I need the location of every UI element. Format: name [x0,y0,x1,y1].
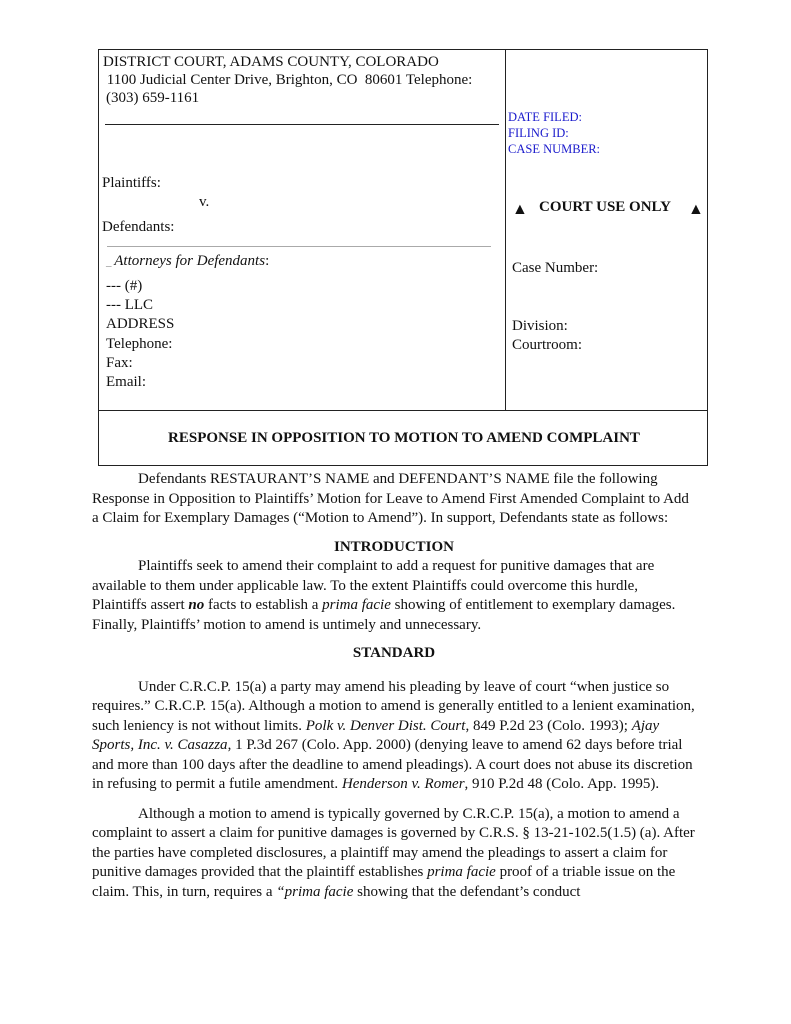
triangle-up-icon-left: ▲ [512,201,528,218]
document-body [92,470,696,902]
standard2-text-a: Although a motion to amend is typically governed by C.R.C.P. 15(a), a motion to amend a complaint to assert a claim for punitive damages is governed by C.R.S. § 13-21-102.5(1.5) (a). After the parties have completed disclosures, a plaintiff may amend the pleadings to assert a claim for punitive damages provided that the plaintiff establishes [92,805,695,880]
court-underline [105,124,499,125]
court-address: 1100 Judicial Center Drive, Brighton, CO 80601 Telephone: [103,72,473,88]
standard2-prima-facie-2: “prima facie [276,883,354,900]
intro-text-b: facts to establish a [204,597,323,613]
caption-vertical-divider [505,50,506,410]
standard-paragraph-2 [92,805,696,903]
attorney-telephone: Telephone: [106,336,173,352]
attorney-email: Email: [106,374,146,390]
standard-text-b: , 849 P.2d 23 (Colo. 1993); [465,717,632,734]
intro-paragraph: Defendants RESTAURANT’S NAME and DEFENDANT’S NAME file the following Response in Opposition to Plaintiffs’ Motion for Leave to Amend First Amended Complaint to Add a Claim for Exemplary Damages (“Motion to Amend”). In support, Defendants state as follows: [92,471,689,526]
case-citation-henderson: Henderson v. Romer [341,776,465,792]
caption-horizontal-divider [99,410,707,411]
plaintiffs-label: Plaintiffs: [102,175,161,191]
attorneys-label: Attorneys for Defendants [114,253,266,269]
standard2-text-c: showing that the defendant’s conduct [353,883,581,900]
court-phone: (303) 659-1161 [106,90,200,106]
standard-paragraph-1 [92,678,696,795]
court-name: DISTRICT COURT, ADAMS COUNTY, COLORADO [103,54,439,70]
triangle-up-icon-right: ▲ [688,201,704,218]
versus-label: v. [199,194,210,210]
courtroom-label: Courtroom: [512,337,582,353]
attorney-address: ADDRESS [106,316,175,332]
introduction-paragraph [92,557,696,635]
standard2-text-b: proof of a triable issue on the claim. This, in turn, requires a [92,864,676,900]
case-number-stamp-label: CASE NUMBER: [508,142,601,156]
attorney-fax: Fax: [106,355,133,371]
standard2-prima-facie-1: prima facie [427,864,496,880]
intro-text-a: Plaintiffs seek to amend their complaint to add a request for punitive damages that are available to them under applicable law. To the extent Plaintiffs could overcome this hurdle, Plaintiffs assert [92,558,655,613]
attorneys-prefix: _ [106,256,115,268]
attorneys-colon: : [265,253,270,269]
court-use-only-label: COURT USE ONLY [539,199,672,215]
emphasis-no: no [188,597,205,613]
case-citation-ajay: Ajay Sports, Inc. v. Casazza [92,717,660,753]
parties-divider [107,246,491,247]
standard-heading: STANDARD [352,645,436,661]
date-filed-label: DATE FILED: [508,110,582,124]
case-number-label: Case Number: [512,260,599,276]
standard-text-a: Under C.R.C.P. 15(a) a party may amend his pleading by leave of court “when justice so requires.” C.R.C.P. 15(a). Although a motion to amend is generally entitled to a lenient examination, such leniency is not without limits. [92,678,695,734]
intro-text-c: showing of entitlement to exemplary damages. Finally, Plaintiffs’ motion to amend is untimely and unnecessary. [92,597,676,633]
attorney-bar-number: --- (#) [106,278,143,294]
defendants-label: Defendants: [102,219,175,235]
intro-prima-facie: prima facie [322,597,391,613]
standard-text-c: , 1 P.3d 267 (Colo. App. 2000) (denying leave to amend 62 days before trial and more than 100 days after the deadline to amend pleadings). A court does not abuse its discretion in refusing to permit a futile amendment. [92,737,693,792]
standard-text-d: , 910 P.2d 48 (Colo. App. 1995). [464,776,660,792]
division-label: Division: [512,318,568,334]
filing-id-label: FILING ID: [508,126,569,140]
case-citation-polk: Polk v. Denver Dist. Court [305,717,466,734]
attorneys-heading [106,252,269,271]
introduction-heading: INTRODUCTION [333,538,454,555]
document-title: RESPONSE IN OPPOSITION TO MOTION TO AMEND COMPLAINT [168,430,640,446]
case-caption-box [98,49,708,466]
attorney-firm: --- LLC [106,297,154,313]
